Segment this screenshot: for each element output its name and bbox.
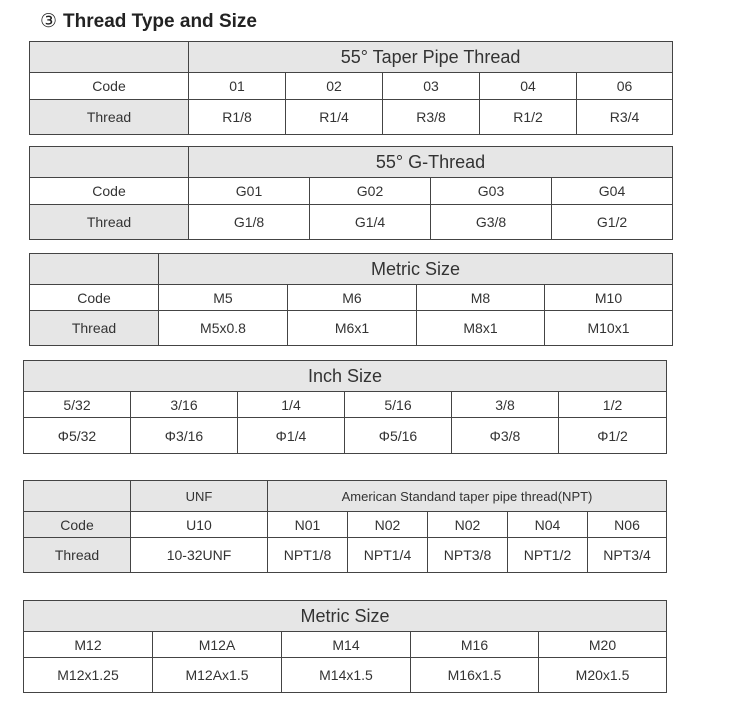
- thread-cell: 10-32UNF: [131, 538, 268, 573]
- code-cell: N06: [588, 512, 667, 538]
- code-label: Code: [30, 178, 189, 205]
- thread-cell: Φ3/8: [452, 418, 559, 454]
- table-header: Metric Size: [24, 601, 667, 632]
- thread-cell: R3/4: [577, 100, 673, 135]
- code-cell: 1/4: [238, 392, 345, 418]
- metric-size-table-large: [23, 600, 667, 693]
- code-cell: G02: [310, 178, 431, 205]
- thread-label: Thread: [30, 311, 159, 346]
- code-cell: M8: [417, 285, 545, 311]
- unf-npt-table: [23, 480, 667, 573]
- code-cell: 3/16: [131, 392, 238, 418]
- thread-cell: M10x1: [545, 311, 673, 346]
- thread-cell: Φ1/4: [238, 418, 345, 454]
- code-cell: M12A: [153, 632, 282, 658]
- thread-cell: NPT3/8: [428, 538, 508, 573]
- thread-cell: R1/4: [286, 100, 383, 135]
- table-header: 55° Taper Pipe Thread: [189, 42, 673, 73]
- code-cell: N02: [348, 512, 428, 538]
- metric-size-table-small: [29, 253, 673, 346]
- table-header: Metric Size: [159, 254, 673, 285]
- thread-cell: M6x1: [288, 311, 417, 346]
- thread-label: Thread: [24, 538, 131, 573]
- code-cell: M12: [24, 632, 153, 658]
- thread-cell: Φ5/16: [345, 418, 452, 454]
- thread-cell: G1/4: [310, 205, 431, 240]
- thread-cell: M5x0.8: [159, 311, 288, 346]
- thread-cell: M12x1.25: [24, 658, 153, 693]
- blank-cell: [30, 254, 159, 285]
- g-thread-table: [29, 146, 673, 240]
- code-cell: 04: [480, 73, 577, 100]
- thread-cell: NPT1/8: [268, 538, 348, 573]
- code-cell: G03: [431, 178, 552, 205]
- code-cell: 03: [383, 73, 480, 100]
- code-cell: N02: [428, 512, 508, 538]
- thread-cell: M16x1.5: [411, 658, 539, 693]
- taper-pipe-thread-table: [29, 41, 673, 135]
- thread-label: Thread: [30, 100, 189, 135]
- code-cell: U10: [131, 512, 268, 538]
- code-cell: 5/32: [24, 392, 131, 418]
- thread-cell: Φ5/32: [24, 418, 131, 454]
- thread-cell: M12Ax1.5: [153, 658, 282, 693]
- code-cell: G01: [189, 178, 310, 205]
- thread-cell: R3/8: [383, 100, 480, 135]
- thread-cell: NPT1/2: [508, 538, 588, 573]
- code-cell: M14: [282, 632, 411, 658]
- thread-cell: R1/8: [189, 100, 286, 135]
- code-cell: M10: [545, 285, 673, 311]
- blank-cell: [24, 481, 131, 512]
- table-header: Inch Size: [24, 361, 667, 392]
- thread-label: Thread: [30, 205, 189, 240]
- thread-cell: NPT3/4: [588, 538, 667, 573]
- thread-cell: M14x1.5: [282, 658, 411, 693]
- inch-size-table: [23, 360, 667, 454]
- section-title-text: Thread Type and Size: [63, 11, 257, 32]
- code-cell: N01: [268, 512, 348, 538]
- thread-cell: M20x1.5: [539, 658, 667, 693]
- thread-cell: NPT1/4: [348, 538, 428, 573]
- thread-cell: G1/2: [552, 205, 673, 240]
- code-cell: 5/16: [345, 392, 452, 418]
- code-cell: M20: [539, 632, 667, 658]
- blank-cell: [30, 147, 189, 178]
- code-cell: M6: [288, 285, 417, 311]
- unf-header: UNF: [131, 481, 268, 512]
- code-label: Code: [24, 512, 131, 538]
- thread-cell: Φ1/2: [559, 418, 667, 454]
- blank-cell: [30, 42, 189, 73]
- code-label: Code: [30, 285, 159, 311]
- thread-cell: M8x1: [417, 311, 545, 346]
- code-cell: 02: [286, 73, 383, 100]
- thread-cell: G3/8: [431, 205, 552, 240]
- code-cell: 01: [189, 73, 286, 100]
- code-cell: M5: [159, 285, 288, 311]
- thread-cell: G1/8: [189, 205, 310, 240]
- code-cell: N04: [508, 512, 588, 538]
- thread-cell: Φ3/16: [131, 418, 238, 454]
- code-cell: M16: [411, 632, 539, 658]
- thread-cell: R1/2: [480, 100, 577, 135]
- code-cell: G04: [552, 178, 673, 205]
- code-cell: 06: [577, 73, 673, 100]
- code-label: Code: [30, 73, 189, 100]
- code-cell: 3/8: [452, 392, 559, 418]
- section-number: ③: [40, 11, 58, 32]
- section-title: [40, 10, 257, 33]
- code-cell: 1/2: [559, 392, 667, 418]
- npt-header: American Standand taper pipe thread(NPT): [268, 481, 667, 512]
- table-header: 55° G-Thread: [189, 147, 673, 178]
